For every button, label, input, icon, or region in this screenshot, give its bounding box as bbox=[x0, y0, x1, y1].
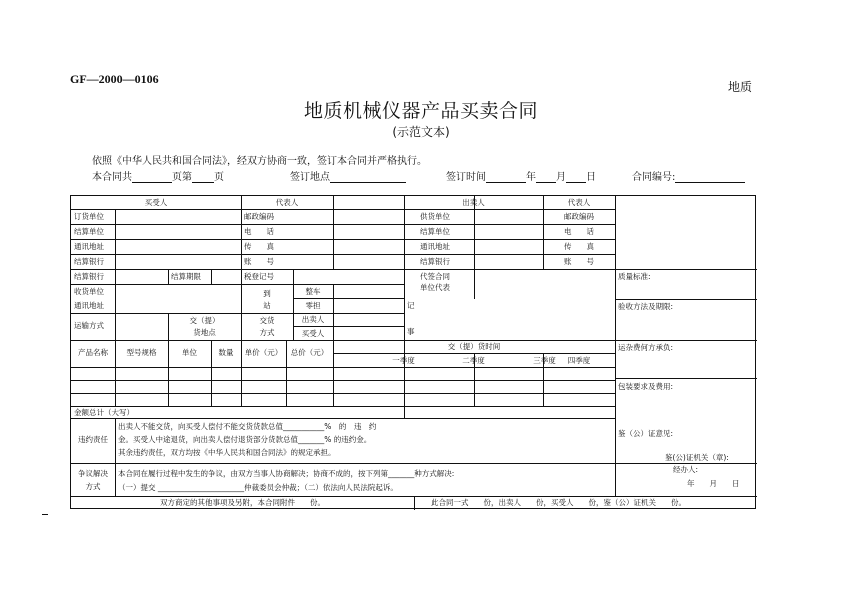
table-rule bbox=[71, 254, 615, 255]
col-model: 型号规格 bbox=[126, 348, 157, 357]
notes-char-2: 事 bbox=[407, 327, 415, 336]
settle-unit-label-right: 结算单位 bbox=[420, 227, 450, 236]
table-rule bbox=[404, 196, 405, 418]
attestation-org-label: 鉴(公)证机关（章): bbox=[665, 453, 729, 462]
station-label: 站 bbox=[263, 301, 271, 310]
table-rule bbox=[71, 367, 615, 368]
footer-other-terms: 双方商定的其他事项及另附，本合同附件 份。 bbox=[160, 498, 325, 507]
liability-line-3: 其余违约责任，双方均按《中华人民共和国合同法》的规定承担。 bbox=[118, 448, 336, 457]
table-rule bbox=[474, 269, 475, 299]
tax-no-label: 税登记号 bbox=[244, 272, 274, 281]
contract-table bbox=[70, 195, 756, 509]
buyer-header: 买受人 bbox=[144, 198, 168, 207]
sign-day-field[interactable] bbox=[566, 171, 586, 183]
table-rule bbox=[333, 196, 334, 269]
page-number-field[interactable] bbox=[192, 171, 214, 183]
liability-line-2: 金。买受人中途退货，向出卖人偿付退货部分货款总值_______% 的违约金。 bbox=[118, 435, 372, 444]
bank-label-right: 结算银行 bbox=[420, 257, 450, 266]
table-rule bbox=[615, 196, 616, 496]
dispute-label-2: 方式 bbox=[85, 482, 101, 491]
table-rule bbox=[71, 406, 615, 407]
sign-month-field[interactable] bbox=[536, 171, 556, 183]
contract-title: 地质机械仪器产品买卖合同 bbox=[303, 100, 538, 122]
col-product-name: 产品名称 bbox=[78, 348, 108, 357]
supply-unit-label: 供货单位 bbox=[420, 212, 450, 221]
whole-car-label: 整车 bbox=[305, 287, 321, 296]
sign-place-label: 签订地点 bbox=[290, 172, 330, 183]
table-rule bbox=[71, 393, 615, 394]
bank-label-left: 结算银行 bbox=[74, 257, 104, 266]
col-total-price: 总价（元） bbox=[290, 348, 329, 357]
table-rule bbox=[71, 313, 404, 314]
packaging-label: 包装要求及费用: bbox=[618, 382, 674, 391]
receive-unit-label: 收货单位 bbox=[74, 287, 104, 296]
quarter-1-header: 一季度 bbox=[392, 356, 415, 365]
document-brand: 地质 bbox=[728, 80, 753, 94]
delivery-place-label-2: 货地点 bbox=[193, 328, 216, 337]
sign-time-line bbox=[446, 168, 596, 183]
page-count-line bbox=[92, 168, 224, 183]
delivery-method-label-2: 方式 bbox=[259, 328, 275, 337]
table-rule bbox=[115, 418, 116, 496]
month-label: 月 bbox=[556, 172, 566, 183]
table-rule bbox=[71, 284, 404, 285]
table-rule bbox=[168, 269, 169, 284]
settle-period-label: 结算期限 bbox=[171, 272, 201, 281]
buyer-short-label: 买受人 bbox=[301, 329, 325, 338]
total-pages-field[interactable] bbox=[132, 171, 172, 183]
address-label-left: 通讯地址 bbox=[74, 242, 104, 251]
contract-no-line bbox=[632, 168, 745, 183]
transport-label: 运输方式 bbox=[74, 321, 104, 330]
liability-line-1: 出卖人不能交货，向买受人偿付不能交货货款总值___________% 的 违 约 bbox=[118, 422, 377, 431]
sign-place-field[interactable] bbox=[330, 171, 406, 183]
delivery-place-label-1: 交（提） bbox=[189, 316, 220, 325]
table-rule bbox=[71, 380, 615, 381]
address-label-right: 通讯地址 bbox=[420, 242, 450, 251]
table-rule bbox=[71, 463, 757, 464]
quarter-2-header: 二季度 bbox=[462, 356, 485, 365]
phone-label-left: 电 话 bbox=[244, 227, 274, 236]
seller-rep-header: 代表人 bbox=[567, 198, 591, 207]
account-label-left: 账 号 bbox=[244, 257, 274, 266]
table-rule bbox=[71, 269, 757, 270]
col-quantity: 数量 bbox=[218, 348, 234, 357]
table-rule bbox=[115, 209, 116, 340]
phone-label-right: 电 话 bbox=[564, 227, 594, 236]
sign-place-line bbox=[290, 168, 406, 183]
fax-label-left: 传 真 bbox=[244, 242, 274, 251]
delivery-time-header: 交（提）货时间 bbox=[447, 342, 501, 351]
sign-year-field[interactable] bbox=[486, 171, 526, 183]
seller-short-label: 出卖人 bbox=[301, 315, 325, 324]
freight-label: 运杂费何方承负: bbox=[618, 343, 674, 352]
account-label-right: 账 号 bbox=[564, 257, 594, 266]
pages-prefix: 本合同共 bbox=[92, 172, 132, 183]
handler-label: 经办人: bbox=[673, 465, 699, 474]
part-load-label: 零担 bbox=[305, 301, 321, 310]
document-code: GF—2000—0106 bbox=[70, 72, 159, 86]
year-label: 年 bbox=[526, 172, 536, 183]
order-unit-label: 订货单位 bbox=[74, 212, 104, 221]
attestation-date: 年 月 日 bbox=[687, 479, 740, 488]
postcode-label-left: 邮政编码 bbox=[244, 212, 274, 221]
notes-char-1: 记 bbox=[407, 301, 415, 310]
pages-mid: 页第 bbox=[172, 172, 192, 183]
pages-suffix: 页 bbox=[214, 172, 224, 183]
postcode-label-right: 邮政编码 bbox=[564, 212, 594, 221]
amount-total-label: 金额总计（大写） bbox=[74, 408, 134, 417]
table-rule bbox=[71, 209, 615, 210]
dispute-line-1: 本合同在履行过程中发生的争议，由双方当事人协商解决；协商不成的，按下列第_______种方式解决: bbox=[118, 469, 455, 478]
col-unit: 单位 bbox=[182, 348, 197, 357]
delivery-method-label-1: 交货 bbox=[259, 316, 275, 325]
quality-label: 质量标准: bbox=[618, 272, 651, 281]
table-rule bbox=[71, 418, 615, 419]
bank-label-row5: 结算银行 bbox=[74, 272, 104, 281]
table-rule bbox=[71, 239, 615, 240]
margin-mark bbox=[42, 514, 48, 515]
quarter-3-header: 三季度 bbox=[533, 356, 556, 365]
proxy-rep-label: 单位代表 bbox=[420, 283, 450, 292]
address-label-row7: 通讯地址 bbox=[74, 301, 104, 310]
table-rule bbox=[293, 298, 404, 299]
intro-text: 依照《中华人民共和国合同法》，经双方协商一致，签订本合同并严格执行。 bbox=[92, 156, 427, 167]
contract-no-field[interactable] bbox=[675, 171, 745, 183]
table-rule bbox=[414, 496, 415, 510]
dispute-label-1: 争议解决 bbox=[78, 469, 108, 478]
day-label: 日 bbox=[586, 172, 596, 183]
table-rule bbox=[211, 269, 212, 284]
liability-label: 违约责任 bbox=[78, 435, 108, 444]
fax-label-right: 传 真 bbox=[564, 242, 594, 251]
dispute-line-2: （一）提交 _______________________仲裁委员会仲裁；（二）依法向人民法院起诉。 bbox=[118, 483, 398, 492]
sign-time-label: 签订时间 bbox=[446, 172, 486, 183]
buyer-rep-header: 代表人 bbox=[275, 198, 299, 207]
arrive-label: 到 bbox=[263, 289, 271, 298]
table-rule bbox=[615, 299, 757, 300]
quarter-4-header: 四季度 bbox=[567, 356, 591, 365]
contract-no-label: 合同编号: bbox=[632, 172, 676, 183]
proxy-label: 代签合同 bbox=[420, 272, 450, 281]
settle-unit-label-left: 结算单位 bbox=[74, 227, 104, 236]
seller-header: 出卖人 bbox=[462, 198, 485, 207]
table-rule bbox=[293, 326, 404, 327]
acceptance-label: 验收方法及期限: bbox=[618, 302, 674, 311]
attestation-label: 鉴（公）证意见: bbox=[618, 429, 674, 438]
table-rule bbox=[615, 378, 757, 379]
col-unit-price: 单价（元） bbox=[244, 348, 283, 357]
table-rule bbox=[333, 284, 334, 340]
footer-copies: 此合同一式 份，出卖人 份，买受人 份，鉴（公）证机关 份。 bbox=[431, 498, 686, 507]
table-rule bbox=[71, 224, 615, 225]
contract-subtitle: (示范文本) bbox=[392, 125, 450, 139]
